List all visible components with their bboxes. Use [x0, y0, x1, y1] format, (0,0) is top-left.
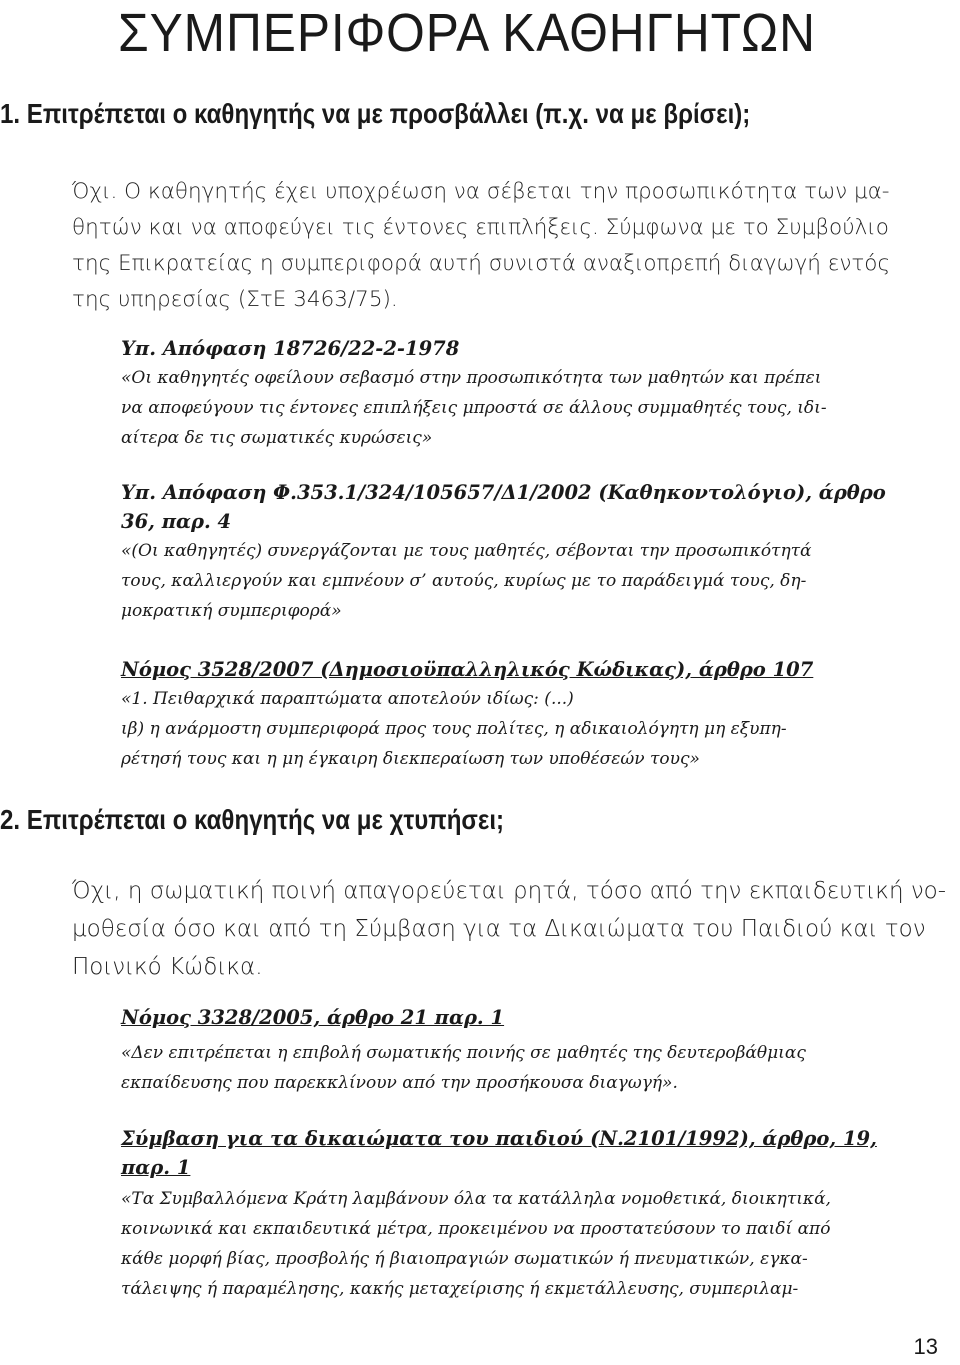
reference-law-3328-2005	[121, 1003, 921, 1098]
reference-quote	[121, 1038, 921, 1098]
quote-line: τους, καλλιεργούν και εμπνέουν σ’ αυτούς, κυρίως με το παράδειγμά τους, δη-	[121, 571, 807, 591]
quote-line: μοκρατική συμπεριφορά»	[121, 601, 342, 621]
reference-child-rights-convention	[121, 1124, 921, 1304]
answer-line: Όχι, η σωματική ποινή απαγορεύεται ρητά, τόσο από την εκπαιδευτική νο-	[72, 878, 947, 904]
quote-line: να αποφεύγουν τις έντονες επιπλήξεις μπροστά σε άλλους συμμαθητές τους, ιδι-	[121, 398, 827, 418]
reference-heading: Σύμβαση για τα δικαιώματα του παιδιού (Ν.2101/1992), άρθρο, 19,	[121, 1127, 877, 1150]
answer-line: Όχι. Ο καθηγητής έχει υποχρέωση να σέβεται την προσωπικότητα των μα-	[72, 179, 890, 204]
quote-line: «Δεν επιτρέπεται η επιβολή σωματικής ποινής σε μαθητές της δευτεροβάθμιας	[121, 1043, 806, 1063]
reference-heading: Νόμος 3528/2007 (Δημοσιοϋπαλληλικός Κώδικας), άρθρο 107	[121, 658, 814, 681]
reference-quote	[121, 1184, 921, 1304]
reference-civil-servants-code	[121, 655, 921, 774]
answer-line: Ποινικό Κώδικα.	[72, 954, 263, 980]
answer-line: της υπηρεσίας (ΣτΕ 3463/75).	[72, 287, 398, 312]
question-2-answer	[72, 872, 960, 986]
quote-line: τάλειψης ή παραμέλησης, κακής μεταχείρισης ή εκμετάλλευσης, συμπεριλαμ-	[121, 1279, 799, 1299]
answer-line: μοθεσία όσο και από τη Σύμβαση για τα Δικαιώματα του Παιδιού και τον	[72, 916, 926, 942]
reference-ministerial-decision-1978	[121, 334, 921, 453]
question-1-answer	[72, 174, 960, 318]
question-1-heading: 1. Επιτρέπεται ο καθηγητής να με προσβάλλει (π.χ. να με βρίσει);	[0, 98, 751, 129]
quote-line: ρέτησή τους και η μη έγκαιρη διεκπεραίωση των υποθέσεών τους»	[121, 749, 700, 769]
quote-line: αίτερα δε τις σωματικές κυρώσεις»	[121, 428, 433, 448]
reference-quote	[121, 684, 921, 774]
reference-heading: Νόμος 3328/2005, άρθρο 21 παρ. 1	[121, 1006, 505, 1029]
reference-quote	[121, 536, 921, 626]
quote-line: εκπαίδευσης που παρεκκλίνουν από την προσήκουσα διαγωγή».	[121, 1073, 678, 1093]
reference-heading: Υπ. Απόφαση Φ.353.1/324/105657/Δ1/2002 (Καθηκοντολόγιο), άρθρο	[121, 481, 886, 504]
quote-line: «Οι καθηγητές οφείλουν σεβασμό στην προσωπικότητα των μαθητών και πρέπει	[121, 368, 822, 388]
quote-line: «1. Πειθαρχικά παραπτώματα αποτελούν ιδίως: (...)	[121, 689, 574, 709]
reference-quote	[121, 363, 921, 453]
quote-line: «Τα Συμβαλλόμενα Κράτη λαμβάνουν όλα τα κατάλληλα νομοθετικά, διοικητικά,	[121, 1189, 831, 1209]
answer-line: θητών και να αποφεύγει τις έντονες επιπλήξεις. Σύμφωνα με το Συμβούλιο	[72, 215, 889, 240]
quote-line: «(Οι καθηγητές) συνεργάζονται με τους μαθητές, σέβονται την προσωπικότητά	[121, 541, 812, 561]
page-number: 13	[913, 1334, 938, 1359]
page-title: ΣΥΜΠΕΡΙΦΟΡΑ ΚΑΘΗΓΗΤΩΝ	[118, 3, 816, 63]
answer-line: της Επικρατείας η συμπεριφορά αυτή συνιστά αναξιοπρεπή διαγωγή εντός	[72, 251, 891, 276]
quote-line: κάθε μορφή βίας, προσβολής ή βιαιοπραγιών σωματικών ή πνευματικών, εγκα-	[121, 1249, 808, 1269]
reference-heading-continued: 36, παρ. 4	[121, 510, 232, 533]
reference-heading-continued: παρ. 1	[121, 1156, 191, 1179]
question-2-heading: 2. Επιτρέπεται ο καθηγητής να με χτυπήσει;	[0, 804, 505, 835]
reference-heading: Υπ. Απόφαση 18726/22-2-1978	[121, 337, 460, 360]
reference-duties-code-2002	[121, 478, 921, 626]
quote-line: κοινωνικά και εκπαιδευτικά μέτρα, προκειμένου να προστατεύσουν το παιδί από	[121, 1219, 831, 1239]
quote-line: ιβ) η ανάρμοστη συμπεριφορά προς τους πολίτες, η αδικαιολόγητη μη εξυπη-	[121, 719, 787, 739]
